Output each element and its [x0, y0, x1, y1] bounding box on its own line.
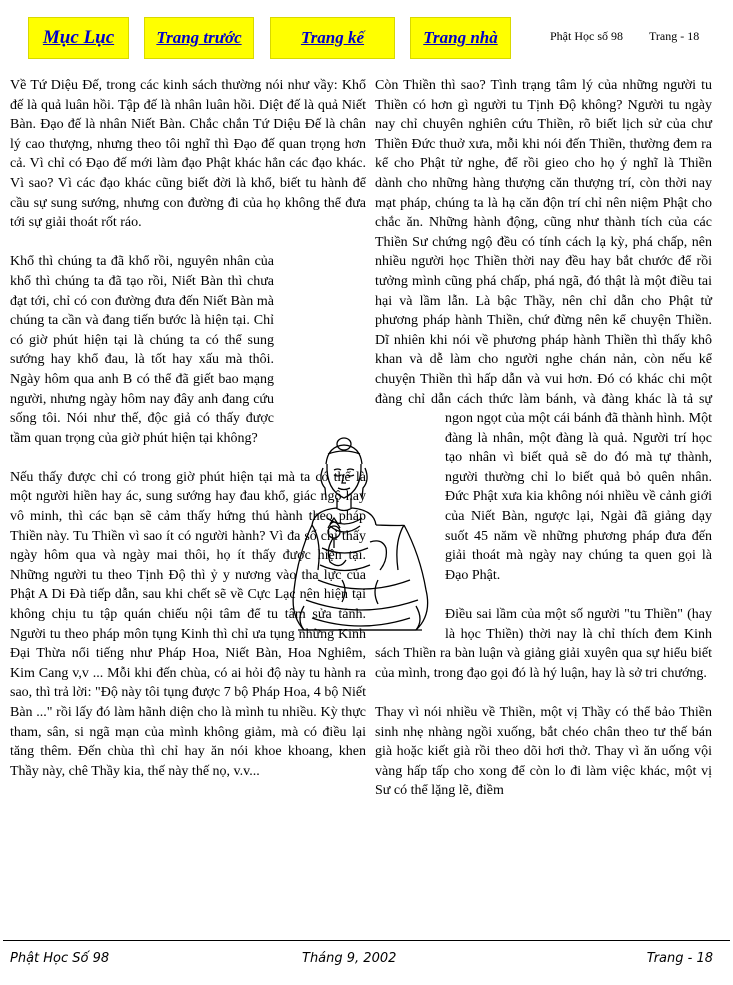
- nav-button-home[interactable]: Trang nhà: [410, 17, 511, 59]
- article-paragraph: Điều sai lầm của một số người "tu Thiền" (hay là học Thiền) thời nay là chỉ thích đem Kinh sách Thiền ra bàn luận và giảng giải xuyên qua sự hiểu biết của mình, trong đạo gọi đó là hý luận, hay là sở tri chướng.: [375, 607, 712, 681]
- header-page-number: Trang - 18: [649, 29, 700, 43]
- buddha-illustration-icon: [282, 430, 438, 645]
- header-publication: Phật Học số 98: [550, 29, 623, 43]
- article-paragraph: Về Tứ Diệu Đế, trong các kinh sách thường nói như vầy: Khổ đế là quả luân hồi. Tập đế là nhân luân hồi. Diệt đế là quả Niết Bàn. Đạo đế là nhân Niết Bàn. Chắc chắn Tứ Diệu Đế là chân lý cao thượng, nhưng theo tôi nghĩ thì Đạo đế quan trọng hơn cả. Vì chỉ có Đạo đế mới làm đạo Phật khác hẳn các đạo khác. Vì sao? Vì các đạo khác cũng biết đời là khổ, biết tu hành để cầu sự sung sướng, nhưng con đường đi của họ không thể đưa tới sự giải thoát rốt ráo.: [10, 78, 366, 231]
- footer-divider: [3, 940, 730, 941]
- footer-page-number: Trang - 18: [646, 951, 713, 966]
- nav-button-next-page[interactable]: Trang kế: [270, 17, 395, 59]
- article-paragraph: Khổ thì chúng ta đã khổ rồi, nguyên nhân của khổ thì chúng ta đã tạo rồi, Niết Bàn thì chưa đạt tới, chỉ có con đường đưa đến Niết Bàn mà chúng ta cần và đang tiến bước là hiện tại. Chỉ có giờ phút hiện tại là chúng ta có thể sung sướng hay khổ đau, là tốt hay xấu mà thôi. Ngày hôm qua anh B có thể đã giết bao mạng người, nhưng ngày hôm nay đây anh đang cứu sống tôi. Nói như thế, độc giả có thấy được tầm quan trọng của giờ phút hiện tại không?: [10, 252, 366, 448]
- nav-button-previous-page[interactable]: Trang trước: [144, 17, 254, 59]
- footer-date: Tháng 9, 2002: [302, 951, 397, 966]
- footer-publication: Phật Học Số 98: [10, 951, 110, 966]
- article-paragraph: Nếu thấy được chỉ có trong giờ phút hiện tại mà ta có thể là một người hiền hay ác, sung sướng hay đau khổ, giác ngộ hay vô minh, thì các bạn sẽ cảm thấy hứng thú hành theo pháp Thiền này. Tu Thiền vì sao ít có người hành? Vì đa số chỉ thấy ngày hôm qua và ngày mai thôi, họ ít thấy được hiện tại. Những người tu theo Tịnh Độ thì ỷ y nương vào tha lực của Phật A Di Đà tiếp dẫn, sau khi chết sẽ về Cực Lạc nên hiện tại không chịu tu tập quán chiếu nội tâm để tu tâm sửa tánh. Người tu theo pháp môn tụng Kinh thì chỉ ưa tụng những Kinh Đại Thừa nổi tiếng như Pháp Hoa, Niết Bàn, Hoa Nghiêm, Kim Cang v,v ... Mỗi khi đến chùa, có ai hỏi độ này tu hành ra sao, thì trả lời: "Độ này tôi tụng được 7 bộ Pháp Hoa, 4 bộ Niết Bàn ..." rồi lấy đó làm hãnh diện cho là mình tu nhiều. Kỳ thực tham, sân, si ngã mạn của mình không giảm, mà có điều lại tăng thêm. Đến chùa thì chỉ hay ăn nói khoe khoang, khen Thầy này, chê Thầy kia, thế này thế nọ, v.v...: [10, 469, 366, 779]
- nav-button-muc-luc[interactable]: Mục Lục: [28, 17, 129, 59]
- article-paragraph: Thay vì nói nhiều về Thiền, một vị Thầy có thể bảo Thiền sinh nhẹ nhàng ngồi xuống, bắt chéo chân theo tư thế bán già hoặc kiết già rồi theo dõi hơi thở. Thay vì ăn uống vội vàng hấp tấp cho xong để còn lo đi làm việc khác, một vị Sư có thể lặng lẽ, điềm: [375, 705, 712, 799]
- article-paragraph: Còn Thiền thì sao? Tình trạng tâm lý của những người tu Thiền có hơn gì người tu Tịnh Độ không? Người tu ngày nay chỉ chuyên nghiên cứu Thiền, rõ biết lịch sử của chư Thiền Đức thuở xưa, mỗi khi nói đến Thiền, thường đem ra kể cho Phật tử nghe, để rồi gieo cho họ ý nghĩ là Thiền dành cho những hàng thượng căn thượng trí, còn thời nay mạt pháp, chúng ta là hạ căn độn trí chỉ nên niệm Phật cho chắc ăn. Những hành động, cũng như thành tích của các Thiền Sư chứng ngộ đều có tính cách lạ kỳ, phá chấp, nên nhiều người học Thiền thời nay đều hay bắt chước để rồi tưởng mình cũng phá chấp, phá ngã, đó thật là một điều tai hại và lầm lẫn. Là bậc Thầy, nên chỉ dẫn cho Phật tử phương pháp hành Thiền, chứ đừng nên kể chuyện Thiền. Dĩ nhiên khi nói về phương pháp hành Thiền thì thấy khô khan và dễ làm cho người nghe chán nản, còn nếu kể chuyện Thiền thì hấp dẫn và vui hơn. Đó có khác chi một đàng chỉ dẫn cách thức làm bánh, và đàng khác là tả sự ngon ngọt của một cái bánh đã thành hình. Một đàng là nhân, một đàng là quả. Người trí học tạo nhân vì biết quả sẽ do đó mà tự thành, người thường chỉ lo biết quả bỏ quên nhân. Đức Phật xưa kia không nói nhiều về cảnh giới của Niết Bàn, ngược lại, Ngài đã giảng dạy suốt 45 năm về những phương pháp đưa đến giải thoát mà ngày nay chúng ta quen gọi là Đạo Phật.: [375, 78, 712, 583]
